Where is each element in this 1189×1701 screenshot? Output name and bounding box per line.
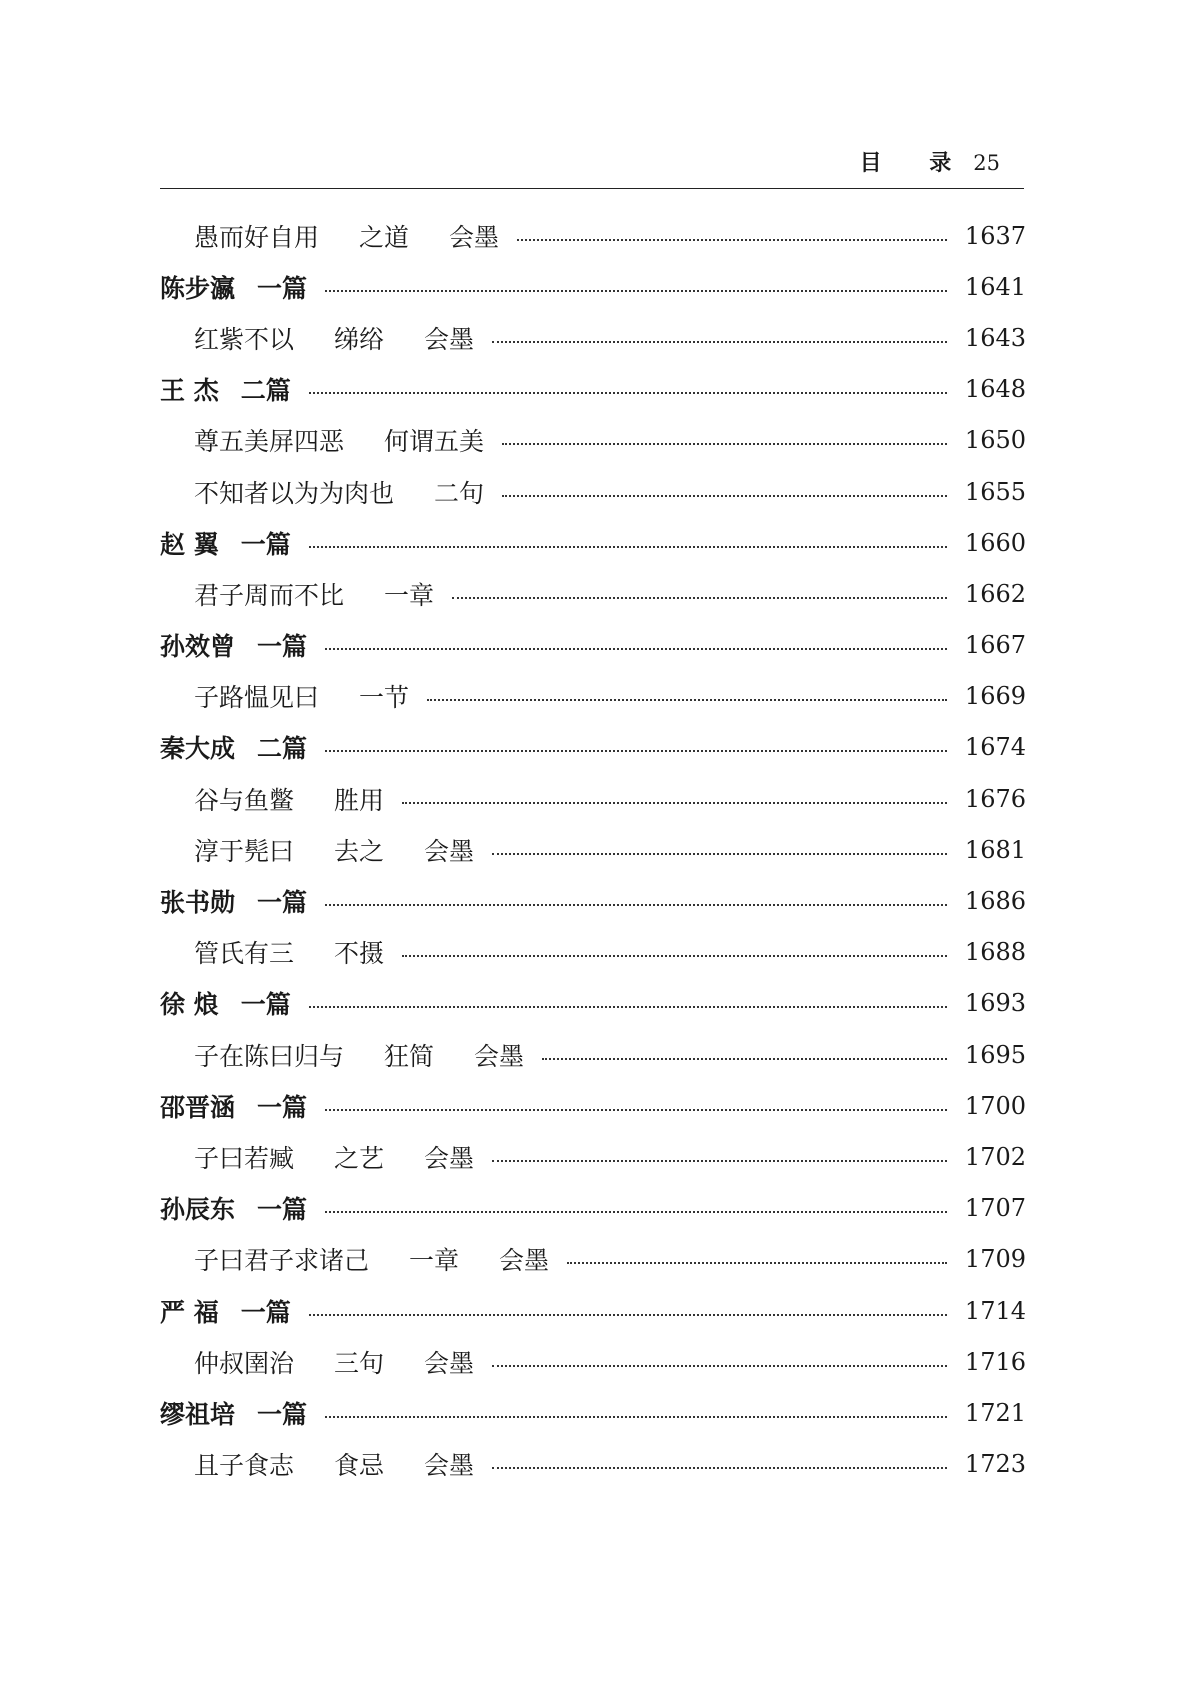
- toc-author-row: [160, 1285, 1026, 1336]
- author-name: 严 福: [160, 1297, 219, 1327]
- toc-author-row: [160, 517, 1026, 568]
- author-name: 徐 烺: [160, 990, 219, 1020]
- essay-title: 红紫不以: [194, 324, 295, 354]
- entry-note: 不摄: [334, 939, 385, 969]
- essay-title: 且子食志: [194, 1451, 295, 1481]
- leader-dots: [309, 1006, 947, 1008]
- toc-author-row: [160, 364, 1026, 415]
- entry-note: 会墨: [424, 324, 475, 354]
- leader-dots: [325, 1109, 947, 1111]
- leader-dots: [452, 597, 947, 599]
- author-name: 孙辰东: [160, 1195, 236, 1225]
- author-name: 缪祖培: [160, 1399, 236, 1429]
- toc-essay-row: [160, 1439, 1026, 1490]
- essay-title: 仲叔圉治: [194, 1348, 295, 1378]
- page-number: 1721: [964, 1398, 1026, 1427]
- toc-essay-row: [160, 1131, 1026, 1182]
- page-header: [160, 144, 1024, 189]
- entry-note: 一章: [384, 580, 435, 610]
- author-name: 王 杰: [160, 376, 219, 406]
- page-number: 1655: [964, 477, 1026, 506]
- toc-author-row: [160, 261, 1026, 312]
- toc-essay-row: [160, 415, 1026, 466]
- leader-dots: [402, 802, 947, 804]
- leader-dots: [492, 1365, 947, 1367]
- leader-dots: [325, 648, 947, 650]
- page-number: 1648: [964, 375, 1026, 404]
- leader-dots: [517, 239, 947, 241]
- toc-essay-row: [160, 312, 1026, 363]
- entry-note: 一篇: [240, 1297, 291, 1327]
- entry-note: 之道: [359, 222, 410, 252]
- entry-note: 二篇: [257, 734, 308, 764]
- entry-note: 何谓五美: [384, 427, 485, 457]
- leader-dots: [325, 1416, 947, 1418]
- header-page-number: 25: [973, 151, 1000, 175]
- entry-note: 绨绤: [334, 324, 385, 354]
- essay-title: 子路愠见曰: [194, 683, 320, 713]
- essay-title: 子曰君子求诸己: [194, 1246, 370, 1276]
- toc-essay-row: [160, 210, 1026, 261]
- page-number: 1637: [964, 221, 1026, 250]
- toc-author-row: [160, 1080, 1026, 1131]
- leader-dots: [309, 546, 947, 548]
- entry-note: 一篇: [240, 990, 291, 1020]
- essay-title: 谷与鱼鳖: [194, 785, 295, 815]
- leader-dots: [427, 699, 947, 701]
- author-name: 陈步瀛: [160, 273, 236, 303]
- entry-note: 食忌: [334, 1451, 385, 1481]
- leader-dots: [492, 341, 947, 343]
- toc-essay-row: [160, 1234, 1026, 1285]
- page-number: 1714: [964, 1296, 1026, 1325]
- toc-author-row: [160, 875, 1026, 926]
- entry-note: 会墨: [474, 1041, 525, 1071]
- page-number: 1688: [964, 938, 1026, 967]
- toc-essay-row: [160, 1336, 1026, 1387]
- page-number: 1709: [964, 1245, 1026, 1274]
- toc-essay-row: [160, 568, 1026, 619]
- entry-note: 一章: [409, 1246, 460, 1276]
- entry-note: 狂简: [384, 1041, 435, 1071]
- entry-note: 会墨: [424, 836, 475, 866]
- toc-essay-row: [160, 927, 1026, 978]
- page-number: 1693: [964, 989, 1026, 1018]
- page-number: 1716: [964, 1347, 1026, 1376]
- toc-author-row: [160, 1183, 1026, 1234]
- essay-title: 尊五美屏四恶: [194, 427, 345, 457]
- page-number: 1681: [964, 835, 1026, 864]
- entry-note: 一篇: [257, 1399, 308, 1429]
- entry-note: 会墨: [499, 1246, 550, 1276]
- page-number: 1662: [964, 579, 1026, 608]
- leader-dots: [402, 955, 947, 957]
- essay-title: 不知者以为为肉也: [194, 478, 395, 508]
- page-number: 1707: [964, 1194, 1026, 1223]
- entry-note: 一节: [359, 683, 410, 713]
- toc-author-row: [160, 1387, 1026, 1438]
- leader-dots: [567, 1262, 947, 1264]
- page-number: 1660: [964, 528, 1026, 557]
- page-number: 1641: [964, 272, 1026, 301]
- toc-author-row: [160, 722, 1026, 773]
- toc-essay-row: [160, 824, 1026, 875]
- leader-dots: [492, 1160, 947, 1162]
- author-name: 秦大成: [160, 734, 236, 764]
- entry-note: 胜用: [334, 785, 385, 815]
- toc-author-row: [160, 620, 1026, 671]
- essay-title: 子曰若臧: [194, 1143, 295, 1173]
- toc-essay-row: [160, 1029, 1026, 1080]
- page-number: 1702: [964, 1142, 1026, 1171]
- leader-dots: [542, 1058, 947, 1060]
- entry-note: 二句: [434, 478, 485, 508]
- author-name: 赵 翼: [160, 529, 219, 559]
- entry-note: 会墨: [424, 1451, 475, 1481]
- page-number: 1700: [964, 1091, 1026, 1120]
- author-name: 邵晋涵: [160, 1092, 236, 1122]
- entry-note: 二篇: [240, 376, 291, 406]
- essay-title: 子在陈曰归与: [194, 1041, 345, 1071]
- page-number: 1686: [964, 887, 1026, 916]
- page-number: 1723: [964, 1450, 1026, 1479]
- entry-note: 一篇: [257, 632, 308, 662]
- table-of-contents: [160, 210, 1026, 1490]
- entry-note: 会墨: [449, 222, 500, 252]
- toc-essay-row: [160, 466, 1026, 517]
- toc-essay-row: [160, 773, 1026, 824]
- leader-dots: [325, 290, 947, 292]
- essay-title: 君子周而不比: [194, 580, 345, 610]
- leader-dots: [492, 1467, 947, 1469]
- entry-note: 一篇: [257, 273, 308, 303]
- author-name: 孙效曾: [160, 632, 236, 662]
- leader-dots: [309, 1314, 947, 1316]
- entry-note: 会墨: [424, 1348, 475, 1378]
- leader-dots: [502, 495, 947, 497]
- entry-note: 一篇: [257, 888, 308, 918]
- entry-note: 一篇: [257, 1092, 308, 1122]
- author-name: 张书勋: [160, 888, 236, 918]
- page-number: 1667: [964, 631, 1026, 660]
- entry-note: 之艺: [334, 1143, 385, 1173]
- leader-dots: [325, 1211, 947, 1213]
- toc-author-row: [160, 978, 1026, 1029]
- entry-note: 一篇: [240, 529, 291, 559]
- leader-dots: [325, 904, 947, 906]
- header-title: 目 录: [859, 150, 972, 176]
- page-number: 1669: [964, 682, 1026, 711]
- leader-dots: [502, 443, 947, 445]
- essay-title: 淳于髡曰: [194, 836, 295, 866]
- page-number: 1650: [964, 426, 1026, 455]
- page-number: 1676: [964, 784, 1026, 813]
- essay-title: 管氏有三: [194, 939, 295, 969]
- toc-essay-row: [160, 671, 1026, 722]
- essay-title: 愚而好自用: [194, 222, 320, 252]
- running-head: [860, 146, 1000, 177]
- entry-note: 三句: [334, 1348, 385, 1378]
- leader-dots: [309, 392, 947, 394]
- page-number: 1643: [964, 323, 1026, 352]
- entry-note: 会墨: [424, 1143, 475, 1173]
- page-number: 1695: [964, 1040, 1026, 1069]
- page-number: 1674: [964, 733, 1026, 762]
- leader-dots: [325, 750, 947, 752]
- entry-note: 一篇: [257, 1195, 308, 1225]
- entry-note: 去之: [334, 836, 385, 866]
- leader-dots: [492, 853, 947, 855]
